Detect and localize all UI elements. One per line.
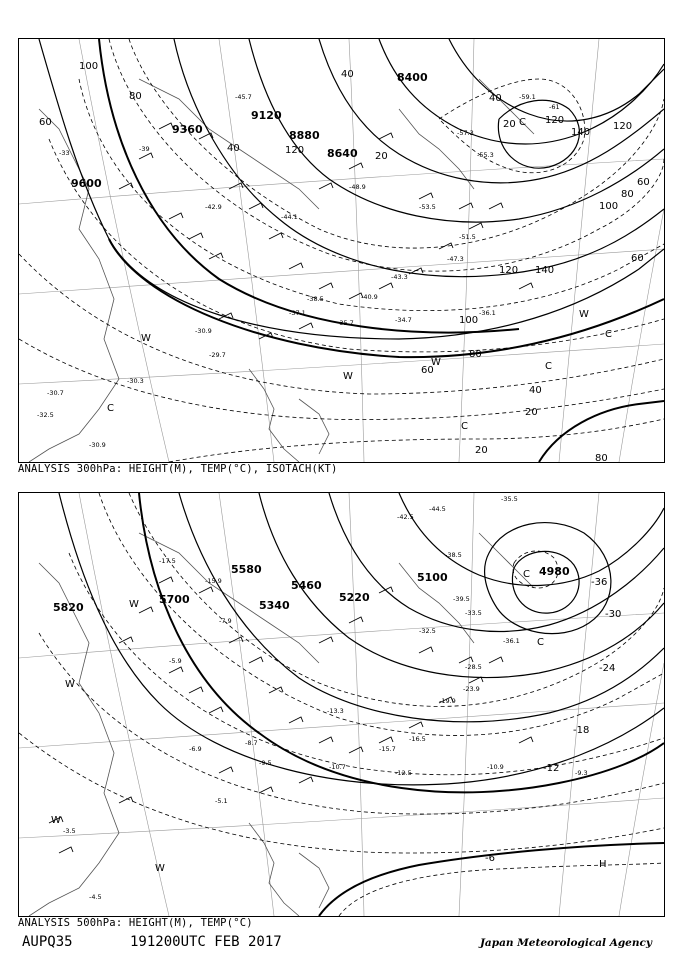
- height-label: 5340: [259, 599, 290, 612]
- station-label: -28.5: [465, 663, 482, 671]
- temp-label: -42.9: [205, 203, 222, 211]
- station-label: -4.5: [89, 893, 102, 901]
- station-label: -38.5: [445, 551, 462, 559]
- height-label: 8640: [327, 147, 358, 160]
- station-label: -6.9: [189, 745, 202, 753]
- warm-symbol: W: [343, 371, 353, 382]
- isotach-label: 80: [595, 453, 608, 462]
- height-label: 9360: [172, 123, 203, 136]
- pressure-symbols-500: [51, 569, 607, 874]
- height-label: 5820: [53, 601, 84, 614]
- warm-symbol: W: [129, 599, 139, 610]
- station-label: -39.5: [453, 595, 470, 603]
- isotach-label: 40: [529, 385, 542, 396]
- station-label: -7.9: [219, 617, 232, 625]
- temp-label: -59.1: [519, 93, 536, 101]
- isotach-label: 80: [129, 91, 142, 102]
- isotach-label: 20: [375, 151, 388, 162]
- height-labels-300: [71, 71, 428, 190]
- isotherm-label: -30: [605, 609, 622, 620]
- temp-label: -51.5: [459, 233, 476, 241]
- isotach-label: 20: [503, 119, 516, 130]
- isotach-label: 100: [599, 201, 619, 212]
- station-label: -36.1: [503, 637, 520, 645]
- isotach-label: 60: [637, 177, 650, 188]
- station-label: -15.7: [379, 745, 396, 753]
- isotach-label: 60: [39, 117, 52, 128]
- isotach-label: 60: [421, 365, 434, 376]
- temp-label: -48.9: [349, 183, 366, 191]
- agency-name: Japan Meteorological Agency: [479, 937, 652, 949]
- cold-symbol: C: [107, 403, 114, 414]
- station-label: -35.5: [501, 495, 518, 503]
- temp-label: -44.1: [281, 213, 298, 221]
- station-label: -13.3: [327, 707, 344, 715]
- station-label: -5.1: [215, 797, 228, 805]
- temp-label: -45.7: [235, 93, 252, 101]
- height-contours-500-bold: [139, 493, 664, 916]
- station-label: -9.3: [575, 769, 588, 777]
- cold-symbol: C: [519, 117, 526, 128]
- caption-500hpa: ANALYSIS 500hPa: HEIGHT(M), TEMP(°C): [18, 917, 253, 929]
- isotach-label: 20: [475, 445, 488, 456]
- station-label: -8.7: [245, 739, 258, 747]
- isotach-label: 100: [459, 315, 479, 326]
- chart-id: AUPQ35: [22, 934, 73, 950]
- isotach-label: 120: [499, 265, 519, 276]
- station-label: -32.5: [419, 627, 436, 635]
- cold-symbol: C: [537, 637, 544, 648]
- warm-symbol: W: [431, 357, 441, 368]
- station-label: -23.9: [463, 685, 480, 693]
- station-label: -33.5: [465, 609, 482, 617]
- cold-symbol: C: [461, 421, 468, 432]
- temp-label: -37.1: [289, 309, 306, 317]
- temp-label: -38.5: [307, 295, 324, 303]
- temp-label: -43.3: [391, 273, 408, 281]
- height-label: 5580: [231, 563, 262, 576]
- station-labels-500: [63, 495, 588, 901]
- map-300hpa-canvas: [19, 39, 664, 462]
- graticule-500: [19, 493, 664, 916]
- temp-label: -30.3: [127, 377, 144, 385]
- valid-time: 191200UTC FEB 2017: [130, 934, 282, 950]
- analysis-500hpa-map: [18, 492, 665, 917]
- temp-label: -40.9: [361, 293, 378, 301]
- temp-label: -36.1: [479, 309, 496, 317]
- height-contours-500: [59, 493, 664, 785]
- warm-symbol: W: [65, 679, 75, 690]
- isotherm-label: -36: [591, 577, 608, 588]
- station-label: -15.9: [205, 577, 222, 585]
- cold-symbol: C: [545, 361, 552, 372]
- temp-label: -33: [59, 149, 70, 157]
- temp-label: -57.3: [457, 129, 474, 137]
- station-label: -44.5: [429, 505, 446, 513]
- height-label: 9600: [71, 177, 102, 190]
- isotach-label: 40: [227, 143, 240, 154]
- height-label: 8400: [397, 71, 428, 84]
- temperature-isotherms-500: [19, 493, 664, 916]
- temp-label: -35.7: [337, 319, 354, 327]
- warm-symbol: W: [155, 863, 165, 874]
- isotach-label: 60: [631, 253, 644, 264]
- temp-label: -30.9: [195, 327, 212, 335]
- temp-label: -30.9: [89, 441, 106, 449]
- isotach-label: 20: [525, 407, 538, 418]
- temp-label: -34.7: [395, 316, 412, 324]
- station-label: -19.9: [439, 697, 456, 705]
- temp-label: -61: [549, 103, 560, 111]
- station-label: -5.9: [169, 657, 182, 665]
- isotach-label: 40: [489, 93, 502, 104]
- station-label: -12.5: [395, 769, 412, 777]
- height-label: 4980: [539, 565, 570, 578]
- temp-label: -39: [139, 145, 150, 153]
- temp-label: -29.7: [209, 351, 226, 359]
- isotach-label: 140: [535, 265, 555, 276]
- isotach-label: 120: [545, 115, 565, 126]
- temp-label: -55.3: [477, 151, 494, 159]
- isotach-labels-300: [39, 61, 650, 462]
- isotach-label: 100: [79, 61, 99, 72]
- cold-symbol: C: [523, 569, 530, 580]
- height-label: 5460: [291, 579, 322, 592]
- station-label: -16.5: [409, 735, 426, 743]
- temp-label: -53.5: [419, 203, 436, 211]
- isotach-label: 80: [621, 189, 634, 200]
- station-label: -10.9: [487, 763, 504, 771]
- temp-label: -47.3: [447, 255, 464, 263]
- isotherm-label: -18: [573, 725, 590, 736]
- height-label: 5100: [417, 571, 448, 584]
- warm-symbol: W: [141, 333, 151, 344]
- isotherm-label: -12: [543, 763, 560, 774]
- height-label: 5700: [159, 593, 190, 606]
- height-label: 5220: [339, 591, 370, 604]
- station-label: -10.7: [329, 763, 346, 771]
- wind-barbs-500: [49, 577, 533, 853]
- station-label: -9.5: [259, 759, 272, 767]
- height-label: 9120: [251, 109, 282, 122]
- isotach-label: 140: [571, 127, 591, 138]
- warm-symbol: W: [51, 815, 61, 826]
- station-label: -3.5: [63, 827, 76, 835]
- isotach-label: 80: [469, 349, 482, 360]
- high-symbol: H: [599, 859, 607, 870]
- cold-symbol: C: [605, 329, 612, 340]
- warm-symbol: W: [579, 309, 589, 320]
- isotach-label: 120: [285, 145, 305, 156]
- isotherm-label: -6: [485, 853, 495, 864]
- isotach-label: 40: [341, 69, 354, 80]
- station-label: -17.5: [159, 557, 176, 565]
- analysis-300hpa-map: [18, 38, 665, 463]
- isotherm-label: -24: [599, 663, 616, 674]
- station-label: -42.5: [397, 513, 414, 521]
- caption-300hpa: ANALYSIS 300hPa: HEIGHT(M), TEMP(°C), ISOTACH(KT): [18, 463, 338, 475]
- map-500hpa-canvas: [19, 493, 664, 916]
- height-label: 8880: [289, 129, 320, 142]
- temp-label: -30.7: [47, 389, 64, 397]
- temp-label: -32.5: [37, 411, 54, 419]
- isotach-label: 120: [613, 121, 633, 132]
